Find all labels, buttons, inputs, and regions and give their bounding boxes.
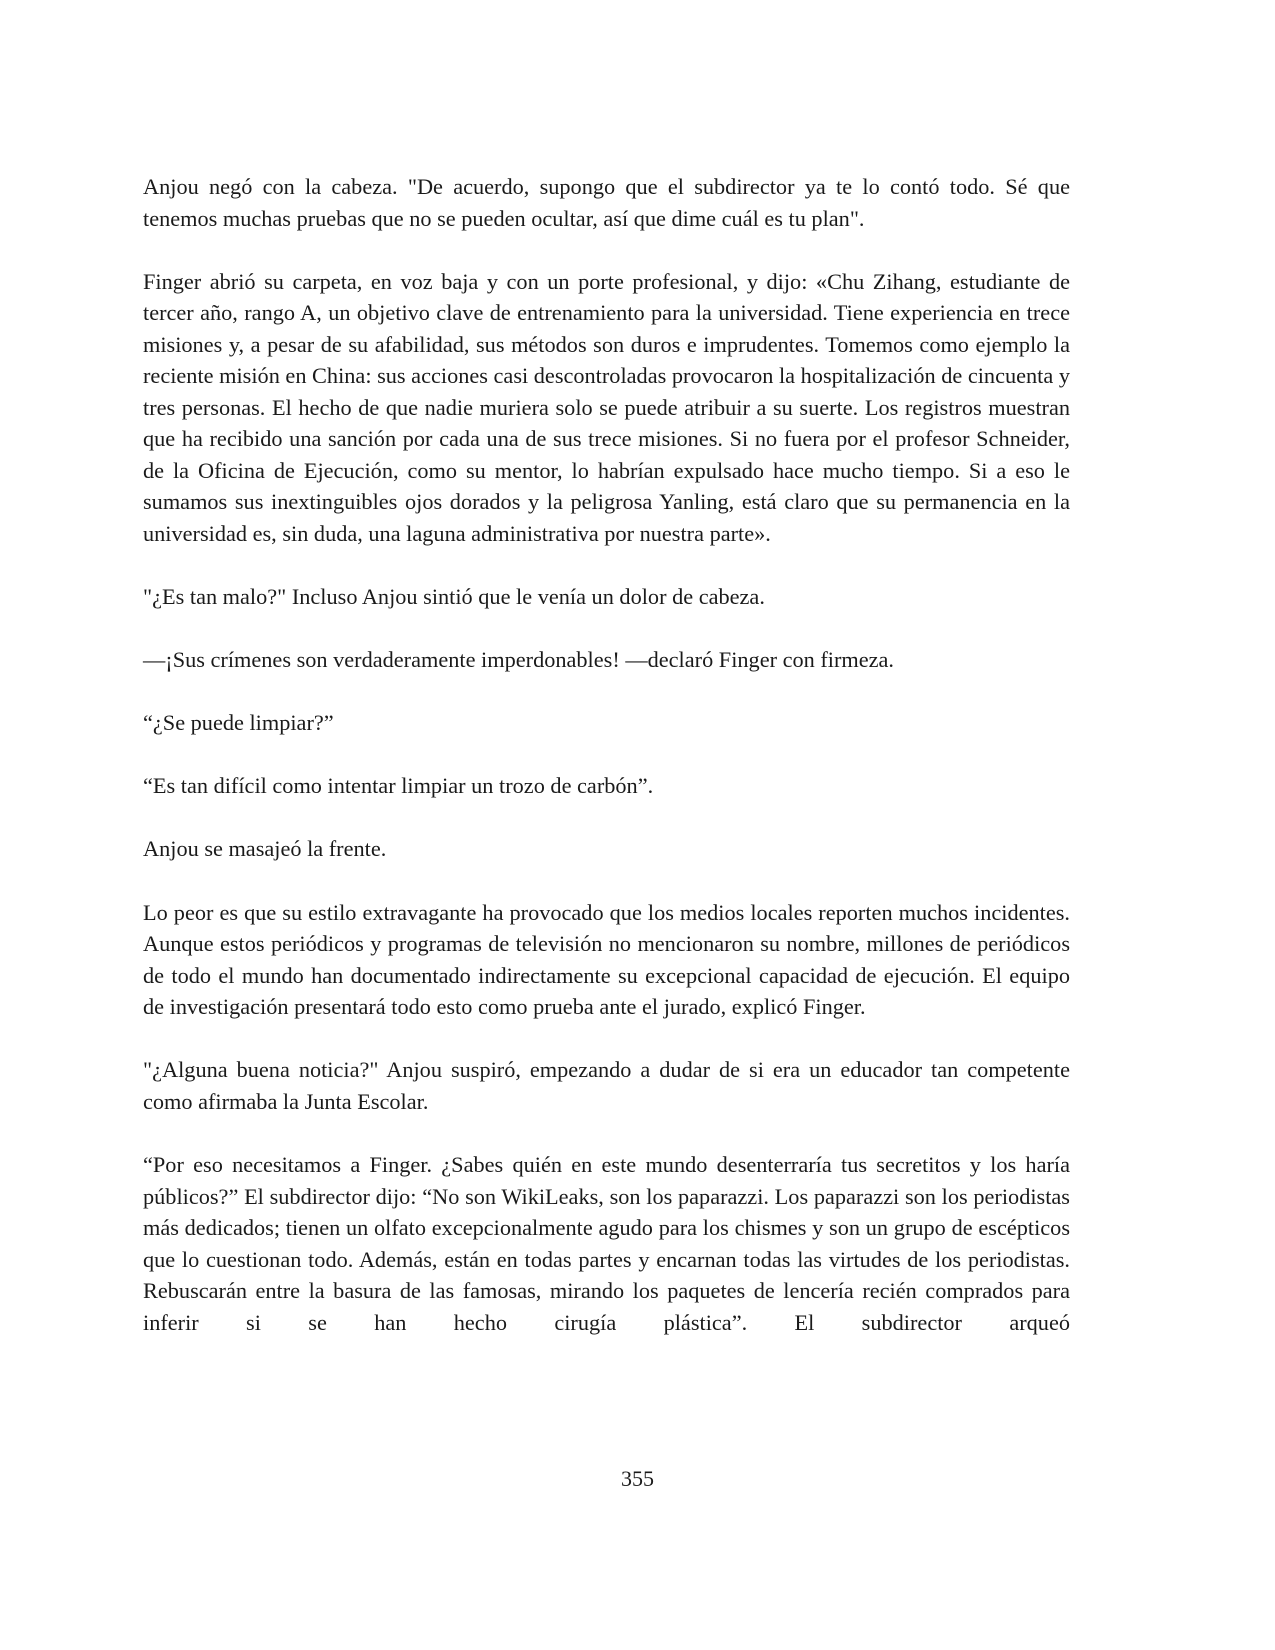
- paragraph: "¿Es tan malo?" Incluso Anjou sintió que le venía un dolor de cabeza.: [143, 584, 765, 610]
- paragraph: "¿Alguna buena noticia?" Anjou suspiró, empezando a dudar de si era un educador tan competente como afirmaba la Junta Escolar.: [143, 1057, 1070, 1114]
- paragraph: “¿Se puede limpiar?”: [143, 710, 334, 736]
- paragraph-continued: “Por eso necesitamos a Finger. ¿Sabes quién en este mundo desenterraría tus secretitos y los haría públicos?” El subdirector dijo: “No son WikiLeaks, son los paparazzi. Los paparazzi son los periodistas más dedicados; tienen un olfato excepcionalmente agudo para los chismes y son un grupo de escépticos que lo cuestionan todo. Además, están en todas partes y encarnan todas las virtudes de los periodistas. Rebuscarán entre la basura de las famosas, mirando los paquetes de lencería recién comprados para inferir si se han hecho cirugía plástica”. El subdirector arqueó: [143, 1151, 1070, 1335]
- page-body: [143, 171, 1070, 1370]
- page-number: 355: [621, 1466, 654, 1491]
- paragraph: Anjou negó con la cabeza. "De acuerdo, supongo que el subdirector ya te lo contó todo. Sé que tenemos muchas pruebas que no se pueden ocultar, así que dime cuál es tu plan".: [143, 174, 1070, 231]
- paragraph: “Es tan difícil como intentar limpiar un trozo de carbón”.: [143, 773, 654, 799]
- paragraph: Anjou se masajeó la frente.: [143, 836, 387, 862]
- paragraph: Lo peor es que su estilo extravagante ha provocado que los medios locales reporten muchos incidentes. Aunque estos periódicos y programas de televisión no mencionaron su nombre, millones de periódicos de todo el mundo han documentado indirectamente su excepcional capacidad de ejecución. El equipo de investigación presentará todo esto como prueba ante el jurado, explicó Finger.: [143, 899, 1070, 1020]
- paragraph: Finger abrió su carpeta, en voz baja y con un porte profesional, y dijo: «Chu Zihang, estudiante de tercer año, rango A, un objetivo clave de entrenamiento para la universidad. Tiene experiencia en trece misiones y, a pesar de su afabilidad, sus métodos son duros e imprudentes. Tomemos como ejemplo la reciente misión en China: sus acciones casi descontroladas provocaron la hospitalización de cincuenta y tres personas. El hecho de que nadie muriera solo se puede atribuir a su suerte. Los registros muestran que ha recibido una sanción por cada una de sus trece misiones. Si no fuera por el profesor Schneider, de la Oficina de Ejecución, como su mentor, lo habrían expulsado hace mucho tiempo. Si a eso le sumamos sus inextinguibles ojos dorados y la peligrosa Yanling, está claro que su permanencia en la universidad es, sin duda, una laguna administrativa por nuestra parte».: [143, 268, 1070, 547]
- paragraph: —¡Sus crímenes son verdaderamente imperdonables! —declaró Finger con firmeza.: [143, 647, 895, 673]
